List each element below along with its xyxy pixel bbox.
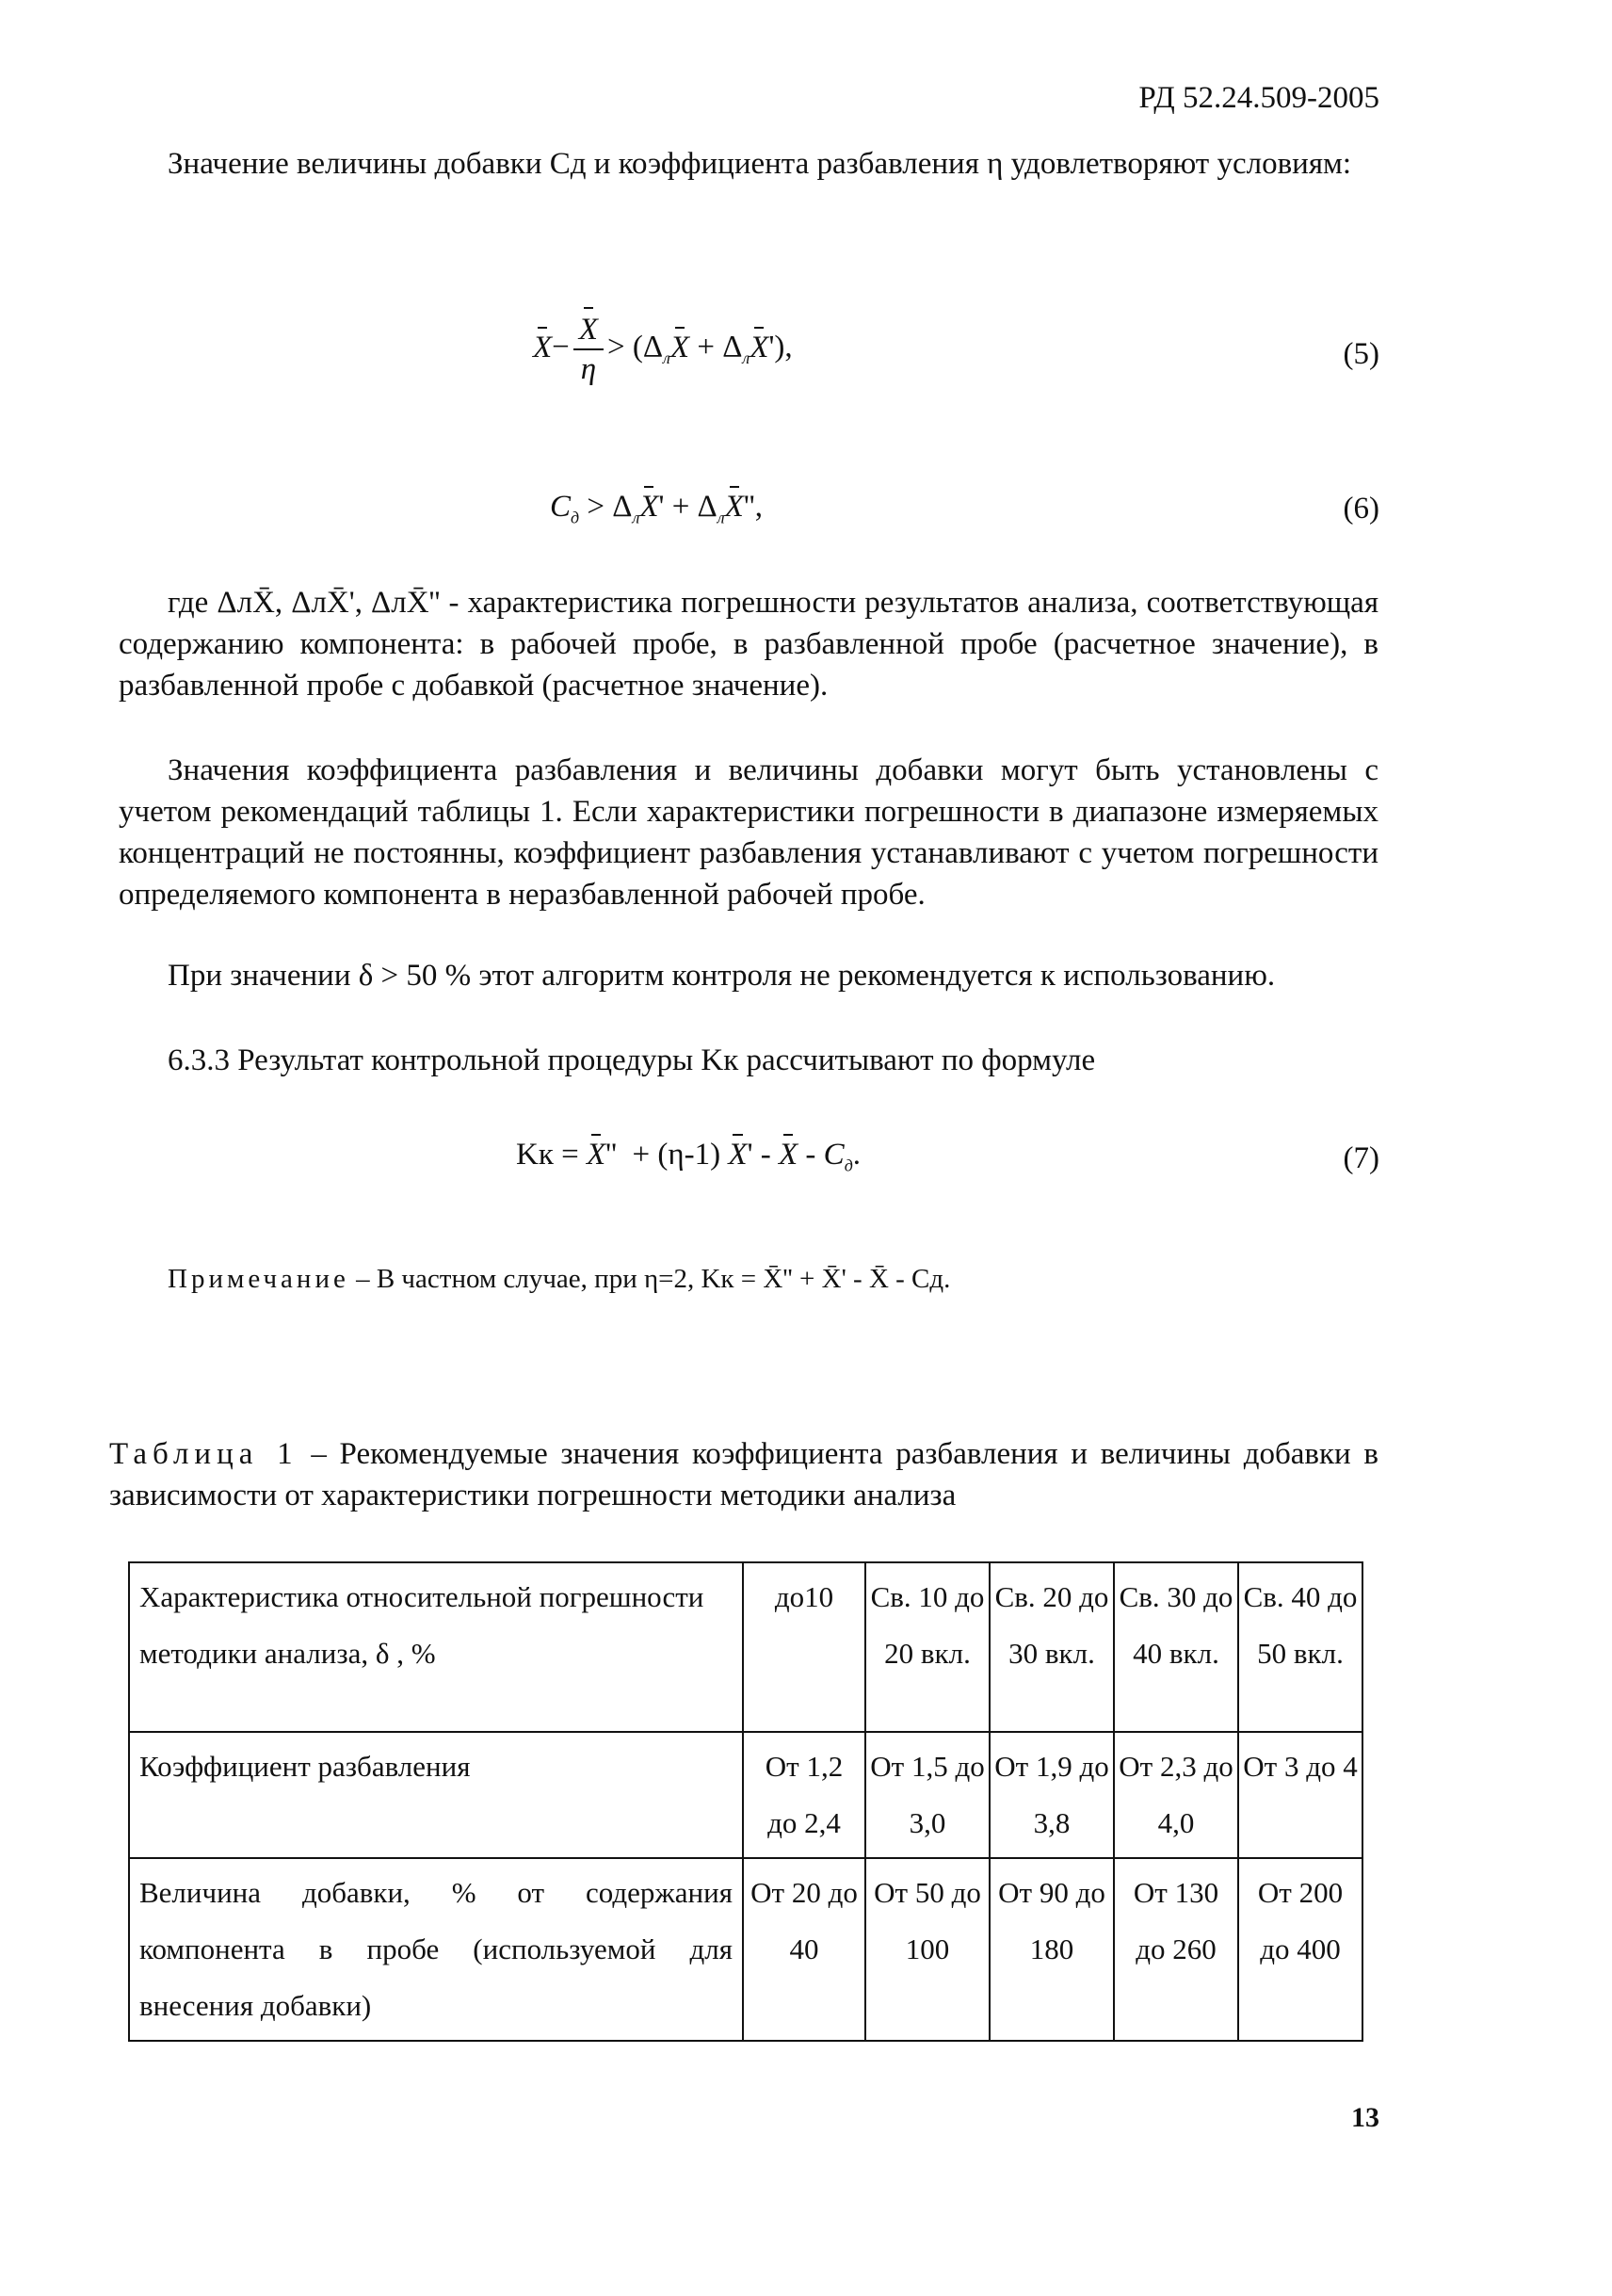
equation-7-number: (7) xyxy=(1343,1141,1379,1175)
table-cell: Св. 20 до 30 вкл. xyxy=(990,1562,1114,1732)
table-cell: до10 xyxy=(743,1562,865,1732)
table-cell: Св. 40 до 50 вкл. xyxy=(1238,1562,1362,1732)
table-cell: От 90 до 180 xyxy=(990,1858,1114,2041)
table-caption-text: – Рекомендуемые значения коэффициента разбавления и величины добавки в зависимости от характеристики погрешности методики анализа xyxy=(109,1437,1378,1512)
paragraph-conditions-intro: Значение величины добавки Cд и коэффициента разбавления η удовлетворяют условиям: xyxy=(168,147,1352,181)
table-caption-label: Таблица 1 xyxy=(109,1437,298,1471)
note-text: – В частном случае, при η=2, Kк = X̄'' + X̄' - X̄ - Cд. xyxy=(348,1264,951,1294)
table-cell: От 2,3 до 4,0 xyxy=(1114,1732,1238,1858)
table-cell: Св. 30 до 40 вкл. xyxy=(1114,1562,1238,1732)
equation-6: $C_д > \Delta_лX' + \Delta_лX''$, xyxy=(550,490,763,527)
paragraph-control-result: 6.3.3 Результат контрольной процедуры Kк рассчитывают по формуле xyxy=(168,1043,1096,1077)
document-code-header: РД 52.24.509-2005 xyxy=(1138,81,1379,115)
table-cell: От 1,5 до 3,0 xyxy=(865,1732,990,1858)
table-cell: Св. 10 до 20 вкл. xyxy=(865,1562,990,1732)
table-cell: От 20 до 40 xyxy=(743,1858,865,2041)
paragraph-table-recommendations: Значения коэффициента разбавления и величины добавки могут быть установлены с учетом рекомендаций таблицы 1. Если характеристики погрешности в диапазоне измеряемых концентраций не постоянны, коэффициент разбавления устанавливают с учетом погрешности определяемого компонента в неразбавленной рабочей пробе. xyxy=(119,753,1378,912)
table-cell: От 3 до 4 xyxy=(1238,1732,1362,1858)
page-number: 13 xyxy=(1351,2102,1379,2133)
recommended-values-table xyxy=(128,1561,1363,2042)
table-row xyxy=(129,1858,1362,2041)
table-row-label: Коэффициент разбавления xyxy=(129,1732,743,1858)
table-row xyxy=(129,1562,1362,1732)
equation-5: X− $\frac{X}{\eta}$ > $(\Delta_лX + \Delta_лX')$, xyxy=(533,313,793,386)
table-cell: От 1,9 до 3,8 xyxy=(990,1732,1114,1858)
table-row xyxy=(129,1732,1362,1858)
table-row-label: Характеристика относительной погрешности методики анализа, δ , % xyxy=(129,1562,743,1732)
note xyxy=(168,1264,950,1295)
equation-7: Kк = X'' + (η-1) X' - X - $C_д$. xyxy=(516,1138,862,1175)
table-row-label: Величина добавки, % от содержания компонента в пробе (используемой для внесения добавки) xyxy=(129,1858,743,2041)
note-label: Примечание xyxy=(168,1264,349,1294)
table-cell: От 1,2 до 2,4 xyxy=(743,1732,865,1858)
paragraph-delta-limit: При значении δ > 50 % этот алгоритм контроля не рекомендуется к использованию. xyxy=(168,959,1276,993)
table-cell: От 200 до 400 xyxy=(1238,1858,1362,2041)
table-cell: От 50 до 100 xyxy=(865,1858,990,2041)
table-cell: От 130 до 260 xyxy=(1114,1858,1238,2041)
paragraph-error-characteristics: где ΔлX̄, ΔлX̄', ΔлX̄'' - характеристика погрешности результатов анализа, соответствующая содержанию компонента: в рабочей пробе, в разбавленной пробе (расчетное значение), в разбавленной пробе с добавкой (расчетное значение). xyxy=(119,586,1378,703)
equation-5-number: (5) xyxy=(1343,337,1379,371)
equation-6-number: (6) xyxy=(1343,492,1379,525)
table-caption xyxy=(109,1433,1378,1516)
